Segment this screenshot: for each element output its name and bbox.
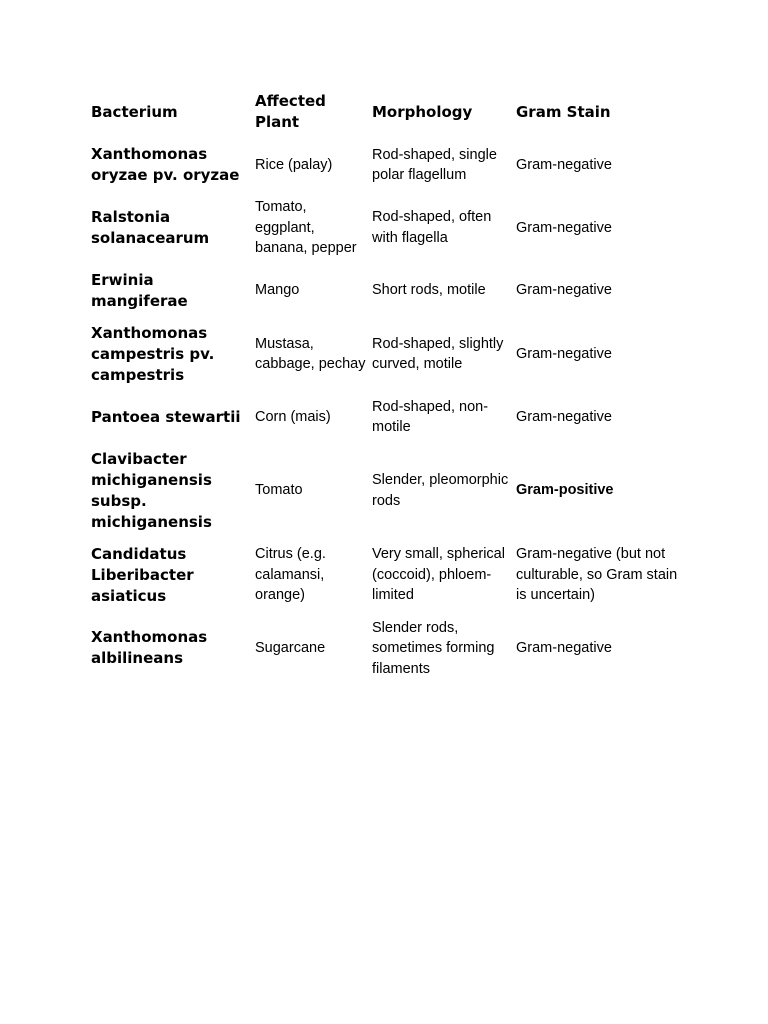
cell-morphology: Rod-shaped, often with flagella — [372, 209, 492, 246]
cell-bacterium: Pantoea stewartii — [91, 407, 241, 426]
cell-affected-plant: Tomato, eggplant, banana, pepper — [255, 199, 357, 256]
table-row — [89, 265, 689, 318]
cell-bacterium: Candidatus Liberibacter asiaticus — [91, 544, 194, 605]
table-row — [89, 192, 689, 265]
cell-bacterium: Erwinia mangiferae — [91, 270, 188, 310]
cell-morphology: Rod-shaped, slightly curved, motile — [372, 335, 504, 372]
cell-morphology: Slender, pleomorphic rods — [372, 472, 509, 509]
cell-morphology: Short rods, motile — [372, 282, 486, 299]
cell-gram-stain: Gram-negative — [516, 156, 612, 173]
cell-bacterium: Xanthomonas oryzae pv. oryzae — [91, 145, 240, 184]
table-row — [89, 139, 689, 192]
cell-affected-plant: Tomato — [255, 482, 303, 499]
cell-bacterium: Xanthomonas albilineans — [91, 628, 208, 668]
header-affected-plant: Affected Plant — [255, 92, 326, 131]
cell-morphology: Rod-shaped, single polar flagellum — [372, 146, 497, 183]
cell-morphology: Very small, spherical (coccoid), phloem-limited — [372, 546, 505, 604]
cell-bacterium: Xanthomonas campestris pv. campestris — [91, 323, 215, 384]
cell-affected-plant: Citrus (e.g. calamansi, orange) — [255, 546, 326, 604]
cell-affected-plant: Mustasa, cabbage, pechay — [255, 335, 366, 372]
header-bacterium: Bacterium — [91, 102, 178, 121]
cell-morphology: Rod-shaped, non-motile — [372, 398, 489, 435]
cell-bacterium: Ralstonia solanacearum — [91, 207, 210, 247]
cell-gram-stain: Gram-positive — [516, 482, 614, 499]
cell-gram-stain: Gram-negative — [516, 345, 612, 362]
cell-gram-stain: Gram-negative — [516, 408, 612, 425]
table-header-row — [89, 86, 689, 139]
cell-affected-plant: Mango — [255, 282, 300, 299]
cell-affected-plant: Corn (mais) — [255, 408, 331, 425]
table-row — [89, 392, 689, 444]
table-row — [89, 613, 689, 686]
table-row — [89, 539, 689, 613]
cell-gram-stain: Gram-negative — [516, 640, 612, 656]
bacteria-table — [89, 86, 689, 685]
cell-gram-stain: Gram-negative (but not culturable, so Gram stain is uncertain) — [516, 546, 678, 604]
table-row — [89, 318, 689, 392]
table-row — [89, 444, 689, 539]
header-gram-stain: Gram Stain — [516, 102, 611, 121]
cell-gram-stain: Gram-negative — [516, 282, 612, 299]
header-morphology: Morphology — [372, 102, 473, 121]
cell-affected-plant: Rice (palay) — [255, 156, 333, 173]
cell-gram-stain: Gram-negative — [516, 219, 612, 236]
cell-morphology: Slender rods, sometimes forming filaments — [372, 619, 495, 677]
cell-bacterium: Clavibacter michiganensis subsp. michiganensis — [91, 449, 212, 531]
cell-affected-plant: Sugarcane — [255, 640, 326, 656]
